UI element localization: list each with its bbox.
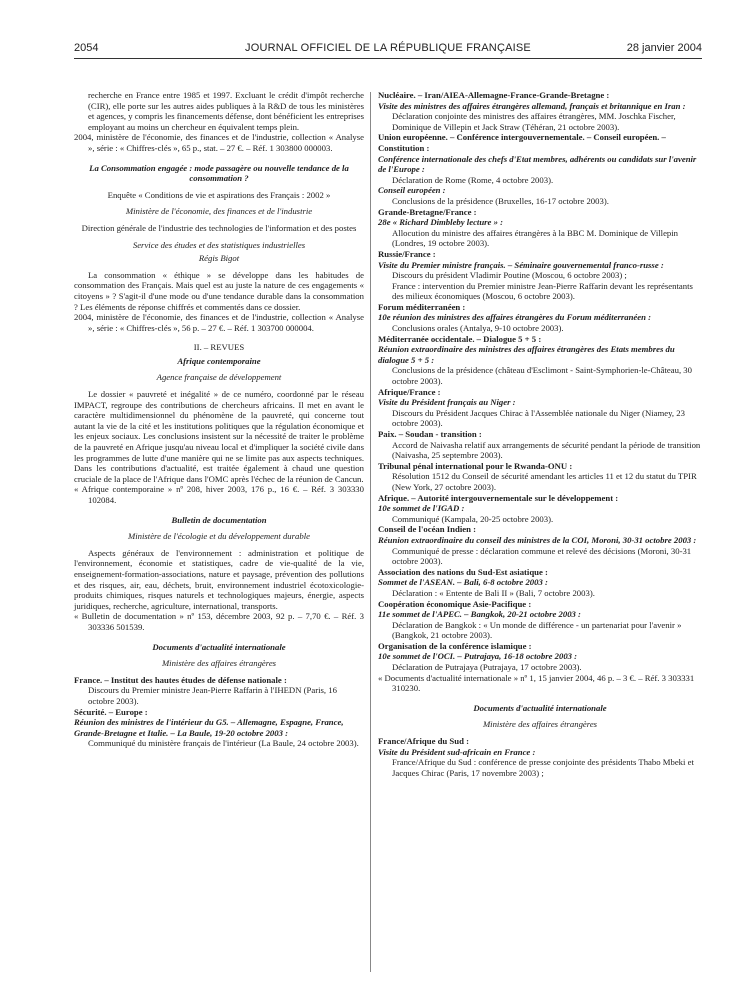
entry-subhead: Conférence internationale des chefs d'Etat membres, adhérents ou candidats sur l'avenir de l'Europe : (378, 153, 697, 175)
entry-head: Méditerranée occidentale. – Dialogue 5 + 5 : (378, 333, 542, 344)
entry-body: Discours du Premier ministre Jean-Pierre Raffarin à l'IHEDN (Paris, 16 octobre 2003). (88, 685, 337, 706)
intro-reference: 2004, ministère de l'économie, des finances et de l'industrie, collection « Analyse », série : « Chiffres-clés », 65 p., stat. – 27 €. – Réf. 1 303800 000003. (74, 132, 364, 153)
pub-abstract: La consommation « éthique » se développe dans les habitudes de consommation des Français. Mais quel est au juste la nature de ces engagements « citoyens » ? S'agit-il d'une mode ou d'une tendance durable dans la consommation ? Les éléments de réponse chiffrés et commentés dans ce dossier. (74, 269, 364, 312)
entry-head: Afrique. – Autorité intergouvernementale sur le développement : (378, 492, 619, 503)
header-rule (74, 58, 702, 59)
entry-head: Paix. – Soudan - transition : (378, 429, 482, 439)
entry-subhead: Conseil européen : (378, 185, 446, 196)
page-number: 2054 (74, 42, 99, 54)
left-column (74, 90, 364, 749)
entry-head: Conseil de l'océan Indien : (378, 524, 476, 535)
pub-ministry: Ministère de l'économie, des finances et de l'industrie (125, 206, 313, 217)
entry-body: Communiqué (Kampala, 20-25 octobre 2003). (392, 513, 554, 524)
entry-body: France/Afrique du Sud : conférence de presse conjointe des présidents Thabo Mbeki et Jacques Chirac (Paris, 17 novembre 2003) ; (392, 757, 694, 778)
entry-body: Conclusions de la présidence (château d'Esclimont - Saint-Symphorien-le-Château, 30 octobre 2003). (392, 365, 692, 387)
entry-body: Allocution du ministre des affaires étrangères à la BBC M. Dominique de Villepin (Londres, 19 octobre 2003). (392, 227, 679, 249)
entry-body: Déclaration : « Entente de Bali II » (Bali, 7 octobre 2003). (392, 587, 595, 598)
entry-body: Communiqué du ministère français de l'intérieur (La Baule, 24 octobre 2003). (88, 738, 359, 749)
entry-body: Conclusions orales (Antalya, 9-10 octobre 2003). (392, 323, 564, 334)
entry-head: Afrique/France : (378, 386, 441, 397)
entry-body: Conclusions de la présidence (Bruxelles, 16-17 octobre 2003). (392, 195, 609, 206)
entry-head: Nucléaire. – Iran/AIEA-Allemagne-France-Grande-Bretagne : (378, 90, 610, 100)
entry-head: Coopération économique Asie-Pacifique : (378, 598, 532, 609)
entry-body: Discours du Président Jacques Chirac à l'Assemblée nationale du Niger (Niamey, 23 octobre 2003). (392, 407, 685, 429)
revue-title-docs-2: Documents d'actualité internationale (473, 702, 607, 713)
entry-subhead: 10e réunion des ministres des affaires étrangères du Forum méditerranéen : (378, 312, 652, 323)
entry-subhead: 11e sommet de l'APEC. – Bangkok, 20-21 octobre 2003 : (378, 609, 581, 620)
entry-body: Communiqué de presse : déclaration commune et relevé des décisions (Moroni, 30-31 octobre 2003). (392, 545, 692, 567)
entry-body: Déclaration de Rome (Rome, 4 octobre 2003). (392, 174, 554, 185)
entry-subhead: Visite des ministres des affaires étrangères allemand, français et britannique en Iran : (378, 100, 686, 111)
pub-service: Service des études et des statistiques industrielles (132, 239, 306, 250)
entry-body: Accord de Naivasha relatif aux arrangements de sécurité pendant la période de transition (Naivasha, 25 septembre 2003). (392, 439, 701, 461)
entry-body: Déclaration de Bangkok : « Un monde de différence - un partenariat pour l'avenir » (Bangkok, 21 octobre 2003). (392, 619, 682, 641)
revue-ministry-docs: Ministère des affaires étrangères (161, 658, 277, 669)
entry-head: Association des nations du Sud-Est asiatique : (378, 566, 548, 577)
entry-body: France : intervention du Premier ministre Jean-Pierre Raffarin devant les représentants des milieux économiques (Moscou, 6 octobre 2003). (392, 280, 693, 302)
revue-ref-bulletin: « Bulletin de documentation » nº 153, décembre 2003, 92 p. – 7,70 €. – Réf. 3 303336 501539. (74, 611, 364, 632)
pub-direction: Direction générale de l'industrie des technologies de l'information et des postes (81, 222, 357, 233)
entry-head: France/Afrique du Sud : (378, 736, 469, 747)
revue-ministry-bulletin: Ministère de l'écologie et du développement durable (128, 531, 310, 542)
revue-ref-afrique: « Afrique contemporaine » nº 208, hiver 2003, 176 p., 16 €. – Réf. 3 303330 102084. (74, 484, 364, 505)
entry-body: Discours du président Vladimir Poutine (Moscou, 6 octobre 2003) ; (392, 270, 627, 281)
entry-subhead: Visite du Premier ministre français. – Séminaire gouvernemental franco-russe : (378, 259, 664, 270)
entry-body: Résolution 1512 du Conseil de sécurité amendant les articles 11 et 12 du statut du TPIR (New York, 27 octobre 2003). (392, 471, 697, 492)
intro-text: recherche en France entre 1985 et 1997. Excluant le crédit d'impôt recherche (CIR), elle porte sur les autres aides publiques à la R&D de tous les ministères et agences, y compris les financements défense, dont bénéficient les entreprises employant au moins un chercheur en équivalent temps plein. (88, 90, 364, 132)
revue-agency: Agence française de développement (156, 372, 282, 383)
docs-reference: « Documents d'actualité internationale » nº 1, 15 janvier 2004, 46 p. – 3 €. – Réf. 3 303331 310230. (378, 672, 695, 694)
entry-head: Forum méditerranéen : (378, 301, 466, 312)
entry-head: France. – Institut des hautes études de défense nationale : (74, 674, 287, 685)
entry-subhead: 10e sommet de l'OCI. – Putrajaya, 16-18 octobre 2003 : (378, 651, 578, 662)
entry-head: Sécurité. – Europe : (74, 706, 148, 717)
revue-abstract-bulletin: Aspects généraux de l'environnement : administration et politique de l'environnement, économie et statistiques, cadre de vie-qualité de la vie, enseignement-formation-associations, nature et paysage, prévention des pollutions et des risques, air, eau, déchets, bruit, environnement industriel écotoxicologie-produits chimiques, risques naturels et technologiques majeurs, énergie, aspects juridiques, recherche, agriculture, international, transports. (74, 547, 364, 611)
entry-head: Union européenne. – Conférence intergouvernementale. – Conseil européen. – Constitution : (378, 132, 666, 153)
revue-title-docs: Documents d'actualité internationale (152, 641, 286, 652)
entry-head: Russie/France : (378, 248, 436, 259)
entry-subhead: Réunion extraordinaire du conseil des ministres de la COI, Moroni, 30-31 octobre 2003 : (378, 534, 697, 545)
right-column (378, 90, 702, 778)
entry-subhead: Réunion extraordinaire des ministres des affaires étrangères des Etats membres du dialogue 5 + 5 : (378, 344, 675, 365)
entry-body: Déclaration conjointe des ministres des affaires étrangères, MM. Joschka Fischer, Dominique de Villepin et Jack Straw (Téhéran, 21 octobre 2003). (392, 111, 676, 132)
revue-title-afrique: Afrique contemporaine (177, 355, 261, 366)
section-revues: II. – REVUES (193, 342, 245, 353)
issue-date: 28 janvier 2004 (626, 42, 702, 54)
column-divider (370, 92, 371, 972)
entry-head: Grande-Bretagne/France : (378, 206, 477, 217)
pub-title-consommation: La Consommation engagée : mode passagère ou nouvelle tendance de la consommation ? (89, 162, 349, 184)
entry-head: Organisation de la conférence islamique : (378, 640, 532, 651)
entry-body: Déclaration de Putrajaya (Putrajaya, 17 octobre 2003). (392, 662, 582, 673)
revue-ministry-docs-2: Ministère des affaires étrangères (482, 719, 598, 730)
pub-author: Régis Bigot (198, 253, 240, 264)
entry-subhead: 28e « Richard Dimbleby lecture » : (378, 217, 503, 228)
entry-head: Tribunal pénal international pour le Rwanda-ONU : (378, 460, 573, 471)
entry-subhead: Sommet de l'ASEAN. – Bali, 6-8 octobre 2003 : (378, 577, 548, 588)
entry-subhead: Visite du Président sud-africain en France : (378, 746, 536, 757)
running-header (74, 42, 702, 56)
pub-reference: 2004, ministère de l'économie, des finances et de l'industrie, collection « Analyse », série : « Chiffres-clés », 56 p. – 27 €. – Réf. 1 303700 000004. (74, 312, 364, 333)
revue-abstract-afrique: Le dossier « pauvreté et inégalité » de ce numéro, coordonné par le réseau IMPACT, regroupe des contributions de chercheurs africains. Il met en avant le caractère multidimensionnel du phénomène de la pauvreté, qui concerne tout autant la vie de la cité et les institutions politiques que la régulation économique et les enjeux sociaux. Les conclusions insistent sur la nécessité de traiter le problème de la pauvreté en Afrique jusqu'au niveau local et d'impliquer la société civile dans les programmes de lutte d'une manière qui ne se limite pas aux aspects techniques. Dans les contributions d'actualité, est traitée également à chaud une question cruciale de la place de l'Afrique dans l'OMC après l'échec de la réunion de Cancun. (74, 389, 364, 484)
journal-title: JOURNAL OFFICIEL DE LA RÉPUBLIQUE FRANÇAISE (245, 42, 531, 54)
entry-subhead: Réunion des ministres de l'intérieur du G5. – Allemagne, Espagne, France, Grande-Bretagne et Italie. – La Baule, 19-20 octobre 2003 : (74, 717, 344, 738)
entry-subhead: Visite du Président français au Niger : (378, 397, 516, 408)
pub-survey: Enquête « Conditions de vie et aspirations des Français : 2002 » (107, 189, 331, 200)
revue-title-bulletin: Bulletin de documentation (171, 514, 267, 525)
entry-subhead: 10e sommet de l'IGAD : (378, 503, 465, 514)
